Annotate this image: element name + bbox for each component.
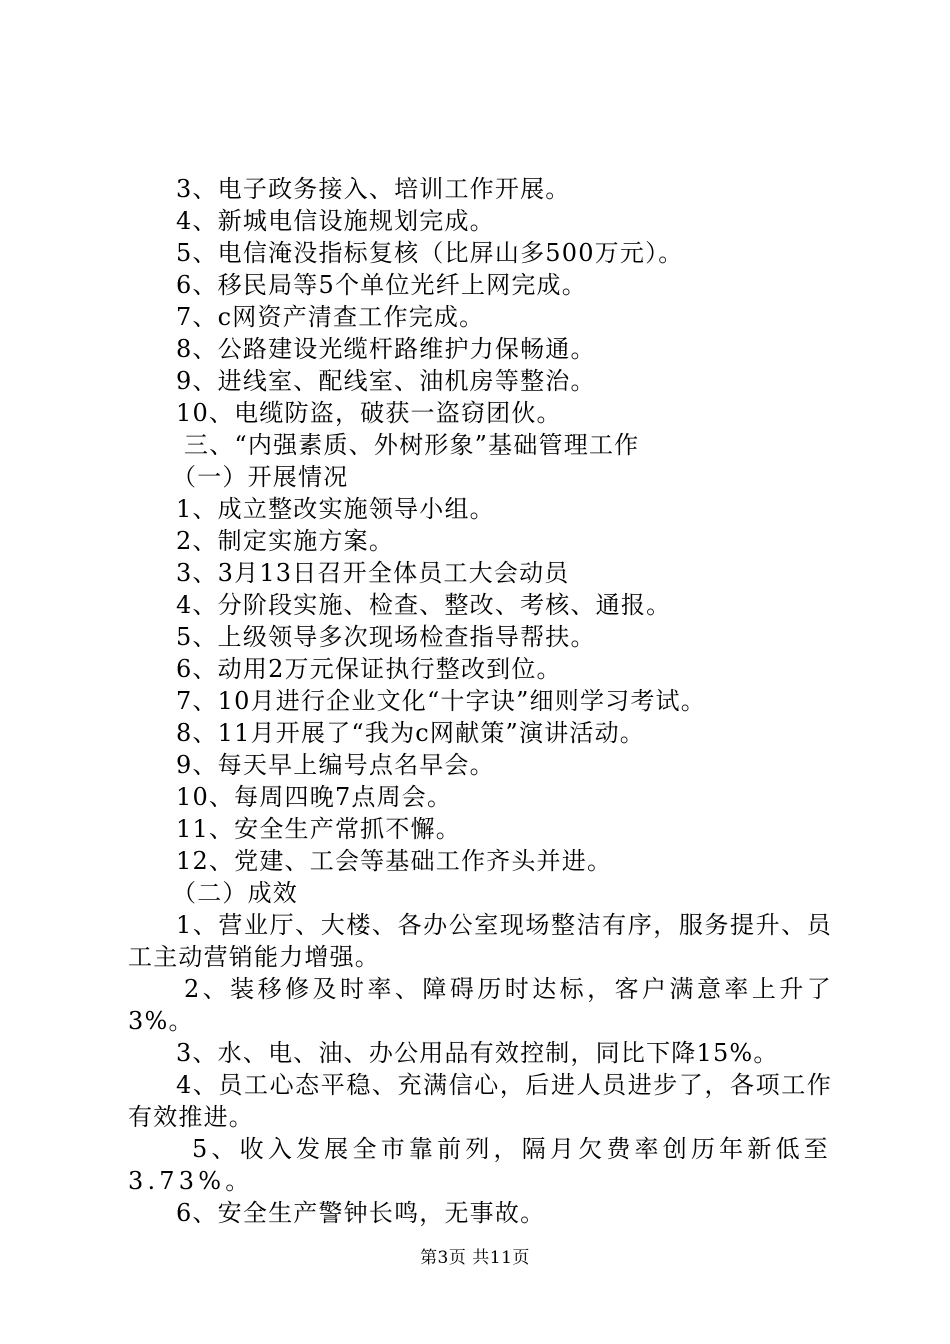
- list-item: 5、上级领导多次现场检查指导帮扶。: [176, 623, 596, 651]
- section-heading: 三、“内强素质、外树形象”基础管理工作: [184, 431, 640, 459]
- result-paragraph: 5、收入发展全市靠前列，隔月欠费率创历年新低至3.73%。: [128, 1135, 832, 1195]
- subsection-heading: （一）开展情况: [172, 463, 349, 491]
- list-item: 10、电缆防盗，破获一盗窃团伙。: [176, 399, 562, 427]
- list-item: 12、党建、工会等基础工作齐头并进。: [176, 847, 613, 875]
- list-item: 3、电子政务接入、培训工作开展。: [176, 175, 571, 203]
- page-footer: 第3页 共11页: [420, 1248, 530, 1268]
- document-body: [128, 173, 832, 1229]
- list-item: 9、每天早上编号点名早会。: [176, 751, 495, 779]
- list-item: 10、每周四晚7点周会。: [176, 783, 453, 811]
- list-item: 6、动用2万元保证执行整改到位。: [176, 655, 562, 683]
- list-item: 7、c网资产清查工作完成。: [176, 303, 485, 331]
- result-paragraph: 2、装移修及时率、障碍历时达标，客户满意率上升了3%。: [128, 975, 832, 1035]
- result-paragraph: 1、营业厅、大楼、各办公室现场整洁有序，服务提升、员工主动营销能力增强。: [128, 911, 832, 971]
- list-item: 4、分阶段实施、检查、整改、考核、通报。: [176, 591, 672, 619]
- result-paragraph: 4、员工心态平稳、充满信心，后进人员进步了，各项工作有效推进。: [128, 1071, 832, 1131]
- list-item: 2、制定实施方案。: [176, 527, 395, 555]
- list-item: 9、进线室、配线室、油机房等整治。: [176, 367, 596, 395]
- result-paragraph: 3、水、电、油、办公用品有效控制，同比下降15%。: [176, 1039, 779, 1067]
- list-item: 7、10月进行企业文化“十字诀”细则学习考试。: [176, 687, 706, 715]
- list-item: 3、3月13日召开全体员工大会动员: [176, 559, 570, 587]
- list-item: 5、电信淹没指标复核（比屏山多500万元）。: [176, 239, 684, 267]
- list-item: 6、移民局等5个单位光纤上网完成。: [176, 271, 587, 299]
- subsection-heading: （二）成效: [172, 879, 298, 907]
- list-item: 8、公路建设光缆杆路维护力保畅通。: [176, 335, 596, 363]
- result-paragraph: 6、安全生产警钟长鸣，无事故。: [176, 1199, 546, 1227]
- list-item: 4、新城电信设施规划完成。: [176, 207, 495, 235]
- list-item: 11、安全生产常抓不懈。: [176, 815, 461, 843]
- list-item: 1、成立整改实施领导小组。: [176, 495, 495, 523]
- list-item: 8、11月开展了“我为c网献策”演讲活动。: [176, 719, 645, 747]
